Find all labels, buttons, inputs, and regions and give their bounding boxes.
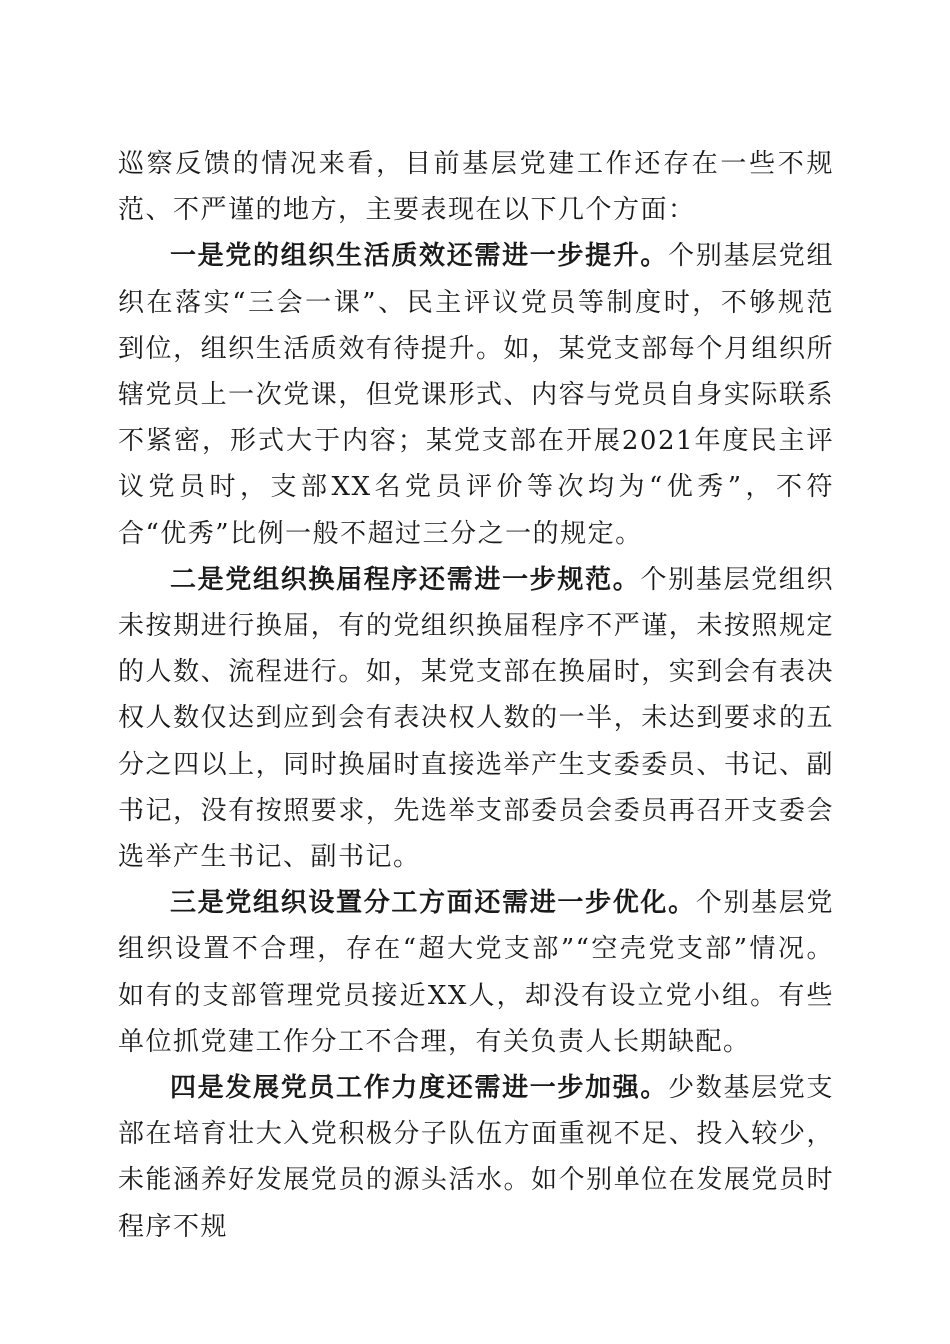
paragraph-text: 巡察反馈的情况来看，目前基层党建工作还存在一些不规范、不严谨的地方，主要表现在以下几个方面： — [118, 149, 834, 226]
paragraph-text: 个别基层党组织设置不合理，存在“超大党支部”“空壳党支部”情况。如有的支部管理党员接近XX人，却没有设立党小组。有些单位抓党建工作分工不合理，有关负责人长期缺配。 — [118, 888, 834, 1057]
document-body — [118, 141, 834, 1250]
paragraph-lead: 二是党组织换届程序还需进一步规范。 — [170, 564, 641, 595]
paragraph-point-4 — [118, 1065, 834, 1250]
paragraph-point-2 — [118, 557, 834, 880]
paragraph-lead: 四是发展党员工作力度还需进一步加强。 — [170, 1073, 669, 1104]
paragraph-point-1 — [118, 233, 834, 556]
paragraph-lead: 一是党的组织生活质效还需进一步提升。 — [170, 241, 669, 272]
paragraph-lead: 三是党组织设置分工方面还需进一步优化。 — [170, 888, 696, 919]
paragraph-text: 个别基层党组织未按期进行换届，有的党组织换届程序不严谨，未按照规定的人数、流程进行。如，某党支部在换届时，实到会有表决权人数仅达到应到会有表决权人数的一半，未达到要求的五分之四以上，同时换届时直接选举产生支委委员、书记、副书记，没有按照要求，先选举支部委员会委员再召开支委会选举产生书记、副书记。 — [118, 564, 834, 873]
paragraph-point-3 — [118, 880, 834, 1065]
paragraph-text: 个别基层党组织在落实“三会一课”、民主评议党员等制度时，不够规范到位，组织生活质效有待提升。如，某党支部每个月组织所辖党员上一次党课，但党课形式、内容与党员自身实际联系不紧密，形式大于内容；某党支部在开展2021年度民主评议党员时，支部XX名党员评价等次均为“优秀”，不符合“优秀”比例一般不超过三分之一的规定。 — [118, 241, 834, 549]
paragraph-intro — [118, 141, 834, 233]
paragraph-text: 少数基层党支部在培育壮大入党积极分子队伍方面重视不足、投入较少，未能涵养好发展党员的源头活水。如个别单位在发展党员时程序不规 — [118, 1073, 834, 1242]
